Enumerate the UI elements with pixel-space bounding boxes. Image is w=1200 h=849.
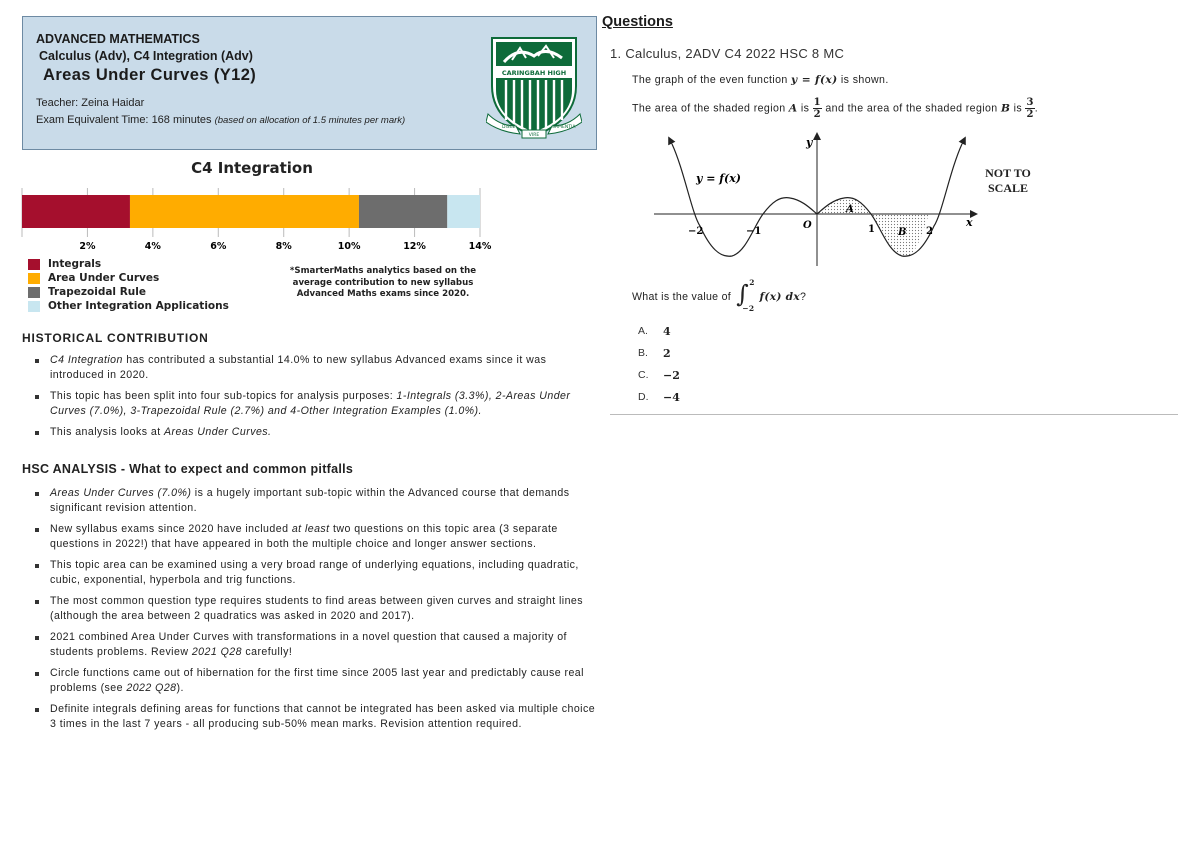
region-a-symbol: A (788, 102, 798, 115)
option-value: −2 (663, 368, 680, 382)
stacked-bar-chart (15, 183, 495, 255)
item-text: New syllabus exams since 2020 have included (50, 523, 292, 535)
item-emphasis: 1-Integrals (3.3%), 2-Areas Under Curves (7.0%), 3-Trapezoidal Rule (2.7%) and 4-Other Integration Examples (1.0%). (50, 390, 571, 417)
question-1-areas (632, 97, 1038, 120)
legend-swatch-trapezoidal (28, 287, 40, 298)
region-b-label: B (898, 227, 907, 238)
list-item (22, 594, 597, 624)
item-text: 2021 combined Area Under Curves with transformations in a novel question that caused a majority of students problems. Review (50, 631, 567, 658)
origin-label: O (803, 220, 812, 231)
bar-segment-3 (359, 195, 447, 228)
item-text: The most common question type requires students to find areas between given curves and straight lines (although the area between 2 quadratics was asked in 2020 and 2017). (50, 595, 584, 622)
chart-title: C4 Integration (191, 159, 313, 177)
svg-text:CARINGBAH HIGH: CARINGBAH HIGH (501, 69, 567, 77)
statement-text: is (797, 102, 813, 115)
option-label: A. (638, 325, 648, 337)
tick-label: 2 (926, 226, 933, 237)
list-item (22, 353, 597, 383)
logo-motto-right: SAPIENTIA (552, 125, 576, 130)
answer-option-c[interactable] (638, 364, 680, 386)
tick-label: −2 (688, 226, 704, 237)
fraction-numerator: 1 (813, 97, 822, 108)
item-emphasis: C4 Integration (50, 354, 123, 366)
historical-list (22, 353, 597, 446)
teacher-label: Teacher: (36, 97, 79, 109)
curve-label: y = f(x) (696, 172, 741, 185)
option-label: C. (638, 369, 649, 381)
option-value: 4 (663, 324, 671, 338)
option-value: −4 (663, 390, 680, 404)
function-expression: y = f(x) (791, 74, 838, 86)
hsc-analysis-title: HSC ANALYSIS - What to expect and common pitfalls (22, 462, 354, 476)
region-a-label: A (846, 204, 854, 215)
x-axis-label: x (966, 216, 973, 229)
item-text: ). (176, 682, 184, 694)
legend-swatch-integrals (28, 259, 40, 270)
exam-time-value: 168 minutes (151, 114, 212, 126)
tick-label: −1 (746, 226, 762, 237)
x-tick-label: 8% (275, 241, 292, 252)
list-item (22, 702, 597, 732)
legend-item (28, 257, 229, 271)
y-axis-label: y (806, 136, 813, 149)
list-item (22, 666, 597, 696)
area-b-fraction (1025, 97, 1034, 120)
legend-item (28, 299, 229, 313)
exam-time-line (36, 114, 405, 126)
x-tick-label: 10% (337, 241, 361, 252)
logo-motto-left: DISCE (502, 125, 516, 130)
bar-segment-1 (22, 195, 130, 228)
chart-legend (28, 257, 229, 313)
exam-time-note: (based on allocation of 1.5 minutes per mark) (214, 115, 406, 126)
option-label: B. (638, 347, 648, 359)
list-item (22, 486, 597, 516)
item-text: two questions on this topic area (3 separate questions in 2022!) that have appeared in both the multiple choice and longer answer sections. (50, 523, 558, 550)
option-label: D. (638, 391, 649, 403)
question-1-heading: 1. Calculus, 2ADV C4 2022 HSC 8 MC (610, 46, 845, 61)
bar-segment-4 (447, 195, 480, 228)
exam-time-label: Exam Equivalent Time: (36, 114, 149, 126)
teacher-line (36, 97, 144, 109)
item-text: is a hugely important sub-topic within the Advanced course that demands significant revision attention. (50, 487, 570, 514)
legend-swatch-area (28, 273, 40, 284)
legend-label: Trapezoidal Rule (48, 286, 146, 298)
integrand: f(x) dx (759, 290, 800, 303)
option-value: 2 (663, 346, 671, 360)
question-1-statement (632, 74, 889, 86)
statement-text: The area of the shaded region (632, 102, 789, 115)
not-to-scale-label: NOT TO SCALE (985, 166, 1031, 195)
x-tick-label: 6% (210, 241, 227, 252)
legend-label: Other Integration Applications (48, 300, 229, 312)
answer-option-d[interactable] (638, 386, 680, 408)
region-b-symbol: B (1000, 102, 1011, 115)
answer-option-a[interactable] (638, 320, 680, 342)
item-emphasis: 2021 Q28 (191, 646, 242, 658)
statement-text: is (1010, 102, 1026, 115)
analytics-note: *SmarterMaths analytics based on the average contribution to new syllabus Advanced Maths exams since 2020. (289, 266, 477, 299)
item-text: carefully! (241, 646, 293, 658)
item-emphasis: Areas Under Curves (7.0%) (50, 487, 192, 499)
item-text: This topic has been split into four sub-topics for analysis purposes: (50, 390, 397, 402)
list-item (22, 522, 597, 552)
legend-swatch-other (28, 301, 40, 312)
questions-title: Questions (602, 14, 673, 30)
item-emphasis: 2022 Q28 (126, 682, 177, 694)
historical-contribution-title: HISTORICAL CONTRIBUTION (22, 331, 209, 345)
item-text: This topic area can be examined using a very broad range of underlying equations, including quadratic, cubic, exponential, hyperbola and trig functions. (50, 559, 579, 586)
statement-text: The graph of the even function (632, 74, 792, 86)
area-a-fraction (813, 97, 822, 120)
legend-label: Integrals (48, 258, 102, 270)
fraction-denominator: 2 (1026, 109, 1034, 120)
answer-options (638, 320, 680, 408)
legend-label: Area Under Curves (48, 272, 160, 284)
integral-lower-limit: −2 (742, 304, 755, 313)
logo-motto-bottom: VIRE (528, 133, 540, 138)
item-emphasis: at least (291, 523, 330, 535)
integral-upper-limit: 2 (749, 278, 755, 287)
legend-item (28, 285, 229, 299)
school-crest-logo (486, 34, 582, 140)
legend-item (28, 271, 229, 285)
bar-segment-2 (130, 195, 359, 228)
x-tick-label: 2% (79, 241, 96, 252)
list-item (22, 389, 597, 419)
prompt-text: What is the value of (632, 290, 735, 303)
hsc-analysis-list (22, 486, 597, 738)
statement-text: and the area of the shaded region (822, 102, 1001, 115)
region-a-shading (817, 198, 871, 214)
item-text: has contributed a substantial 14.0% to new syllabus Advanced exams since it was introduced in 2020. (50, 354, 547, 381)
item-emphasis: Areas Under Curves. (163, 426, 272, 438)
tick-label: 1 (868, 224, 875, 235)
statement-text: is shown. (837, 74, 889, 86)
x-tick-label: 4% (144, 241, 161, 252)
question-divider (610, 414, 1178, 415)
fraction-numerator: 3 (1026, 97, 1034, 108)
question-1-prompt (632, 278, 807, 313)
integral-sign (734, 278, 756, 313)
x-tick-label: 12% (403, 241, 426, 252)
teacher-name: Zeina Haidar (81, 97, 145, 109)
course-title: Calculus (Adv), C4 Integration (Adv) (39, 49, 253, 63)
topic-title: Areas Under Curves (Y12) (43, 66, 257, 84)
item-text: This analysis looks at (50, 426, 164, 438)
function-graph (650, 130, 980, 270)
subject-title: ADVANCED MATHEMATICS (36, 32, 200, 46)
list-item (22, 630, 597, 660)
x-tick-label: 14% (468, 241, 492, 252)
integral-symbol: ∫ (736, 280, 750, 308)
answer-option-b[interactable] (638, 342, 680, 364)
item-text: Circle functions came out of hibernation for the first time since 2005 last year and predictably cause real problems (see (50, 667, 584, 694)
prompt-text: ? (799, 290, 807, 303)
statement-text: . (1034, 102, 1039, 115)
list-item (22, 558, 597, 588)
list-item (22, 425, 597, 440)
item-text: Definite integrals defining areas for functions that cannot be integrated has been asked via multiple choice 3 times in the last 7 years - all producing sub-50% mean marks. Revision attention required. (50, 703, 596, 730)
fraction-denominator: 2 (813, 109, 822, 120)
header-box (22, 16, 597, 150)
